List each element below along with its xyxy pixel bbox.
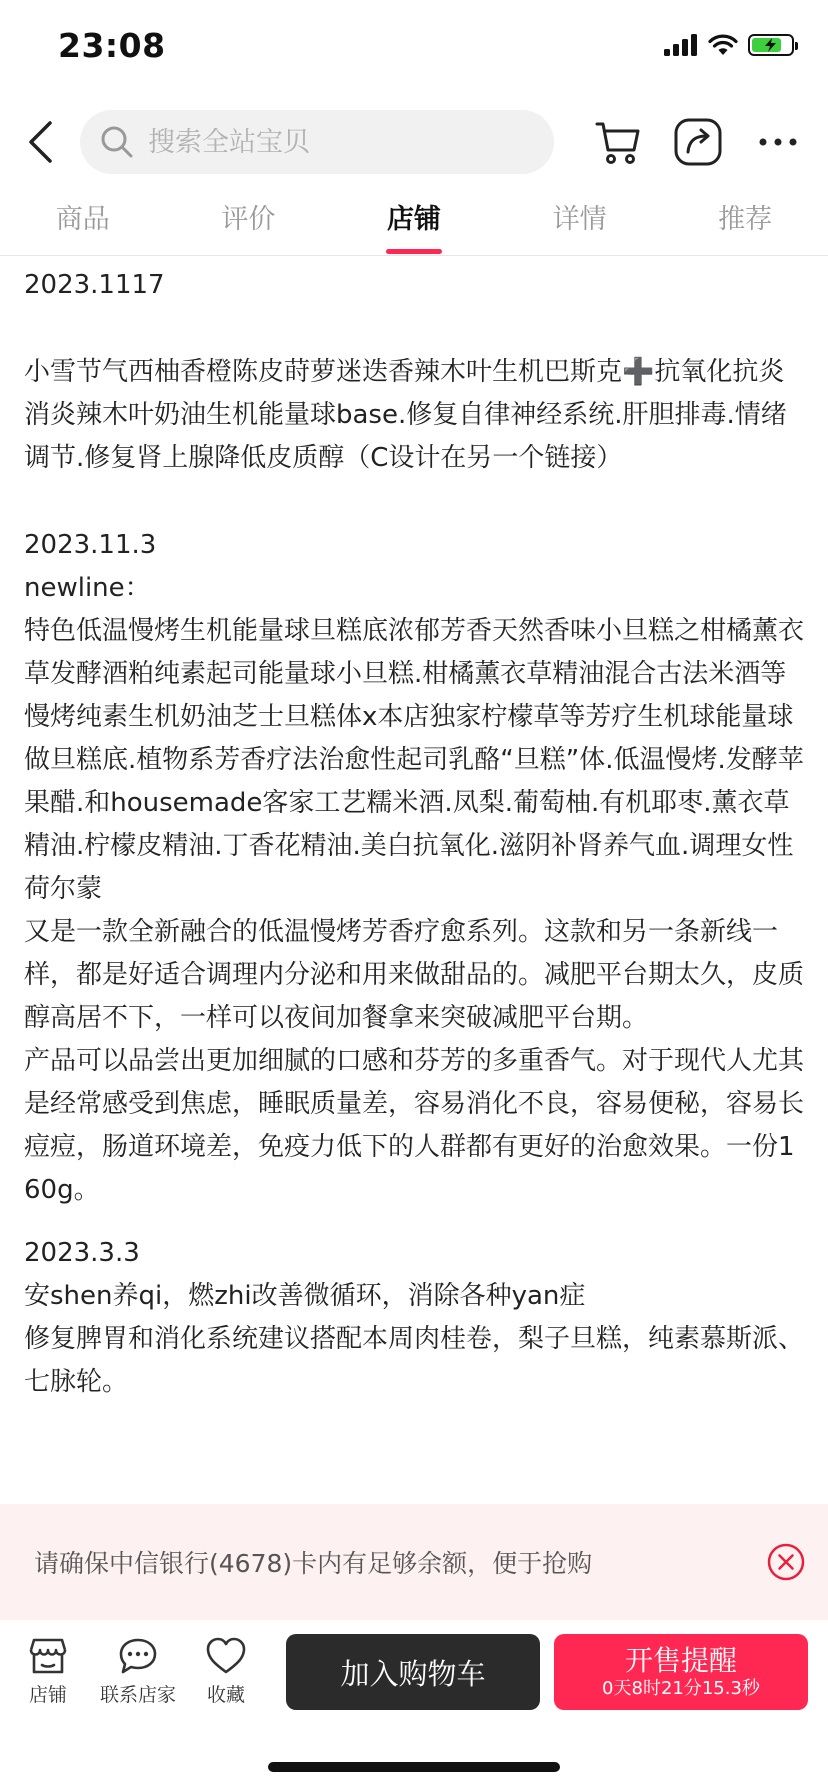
- wifi-icon: [708, 34, 738, 56]
- tab-recommend[interactable]: 推荐: [718, 204, 773, 235]
- cart-icon: [594, 118, 642, 166]
- entry-date: 2023.3.3: [24, 1238, 140, 1268]
- home-indicator[interactable]: [268, 1762, 560, 1772]
- status-time: 23:08: [58, 26, 166, 65]
- chat-icon: [117, 1636, 159, 1676]
- search-box[interactable]: [80, 110, 554, 174]
- entry-text: 安shen养qi，燃zhi改善微循环，消除各种yan症: [24, 1281, 586, 1311]
- back-icon: [26, 120, 54, 164]
- sale-reminder-button[interactable]: [554, 1634, 808, 1710]
- heart-icon: [205, 1636, 247, 1676]
- entry-text: 特色低温慢烤生机能量球旦糕底浓郁芳香天然香味小旦糕之柑橘薰衣草发酵酒粕纯素起司能量球小旦糕.柑橘薰衣草精油混合古法米酒等慢烤纯素生机奶油芝士旦糕体x本店独家柠檬草等芳疗生机球能量球做旦糕底.植物系芳香疗法治愈性起司乳酪“旦糕”体.低温慢烤.发酵苹果醋.和housemade客家工艺糯米酒.凤梨.葡萄柚.有机耶枣.薰衣草精油.柠檬皮精油.丁香花精油.美白抗氧化.滋阴补肾养气血.调理女性荷尔蒙: [24, 616, 805, 904]
- store-notes: [24, 264, 810, 1404]
- reminder-title: 开售提醒: [624, 1644, 737, 1677]
- notice-text: 请确保中信银行(4678)卡内有足够余额，便于抢购: [34, 1549, 593, 1578]
- share-icon: [673, 117, 723, 167]
- cart-button[interactable]: [588, 112, 648, 172]
- countdown-timer: 0天8时21分15.3秒: [602, 1678, 760, 1699]
- search-icon: [100, 125, 134, 159]
- tab-products[interactable]: 商品: [55, 204, 110, 235]
- status-icons: [664, 34, 794, 56]
- close-circle-icon[interactable]: [766, 1542, 806, 1582]
- store-button[interactable]: [8, 1636, 88, 1707]
- tab-store[interactable]: 店铺: [331, 196, 497, 256]
- share-button[interactable]: [668, 112, 728, 172]
- tab-details[interactable]: 详情: [552, 204, 607, 235]
- signal-icon: [664, 34, 698, 56]
- entry-text: 又是一款全新融合的低温慢烤芳香疗愈系列。这款和另一条新线一样，都是好适合调理内分泌和用来做甜品的。减肥平台期太久，皮质醇高居不下，一样可以夜间加餐拿来突破减肥平台期。: [24, 917, 805, 1033]
- more-icon: [758, 137, 798, 147]
- store-label: 店铺: [28, 1684, 67, 1706]
- contact-store-label: 联系店家: [99, 1684, 176, 1706]
- entry-label: newline：: [24, 573, 151, 603]
- store-icon: [27, 1636, 69, 1676]
- balance-notice: [0, 1504, 828, 1620]
- entry-text: 修复脾胃和消化系统建议搭配本周肉桂卷，梨子旦糕，纯素慕斯派、七脉轮。: [24, 1324, 805, 1397]
- more-button[interactable]: [748, 112, 808, 172]
- favorite-label: 收藏: [206, 1684, 245, 1706]
- entry-date: 2023.1117: [24, 270, 165, 300]
- back-button[interactable]: [14, 112, 66, 172]
- add-to-cart-button[interactable]: 加入购物车: [286, 1634, 540, 1710]
- tab-divider: [0, 255, 828, 256]
- battery-icon: [748, 34, 794, 56]
- tab-bar: [0, 196, 828, 256]
- favorite-button[interactable]: [186, 1636, 266, 1707]
- entry-text: 产品可以品尝出更加细腻的口感和芬芳的多重香气。对于现代人尤其是经常感受到焦虑，睡眠质量差，容易消化不良，容易便秘，容易长痘痘，肠道环境差，免疫力低下的人群都有更好的治愈效果。一份160g。: [24, 1046, 805, 1205]
- entry-text: 小雪节气西柚香橙陈皮莳萝迷迭香辣木叶生机巴斯克➕抗氧化抗炎消炎辣木叶奶油生机能量球base.修复自律神经系统.肝胆排毒.情绪调节.修复肾上腺降低皮质醇（C设计在另一个链接）: [24, 357, 787, 473]
- search-input[interactable]: [146, 126, 530, 159]
- tab-reviews[interactable]: 评价: [221, 204, 276, 235]
- contact-store-button[interactable]: [98, 1636, 178, 1707]
- entry-date: 2023.11.3: [24, 530, 157, 560]
